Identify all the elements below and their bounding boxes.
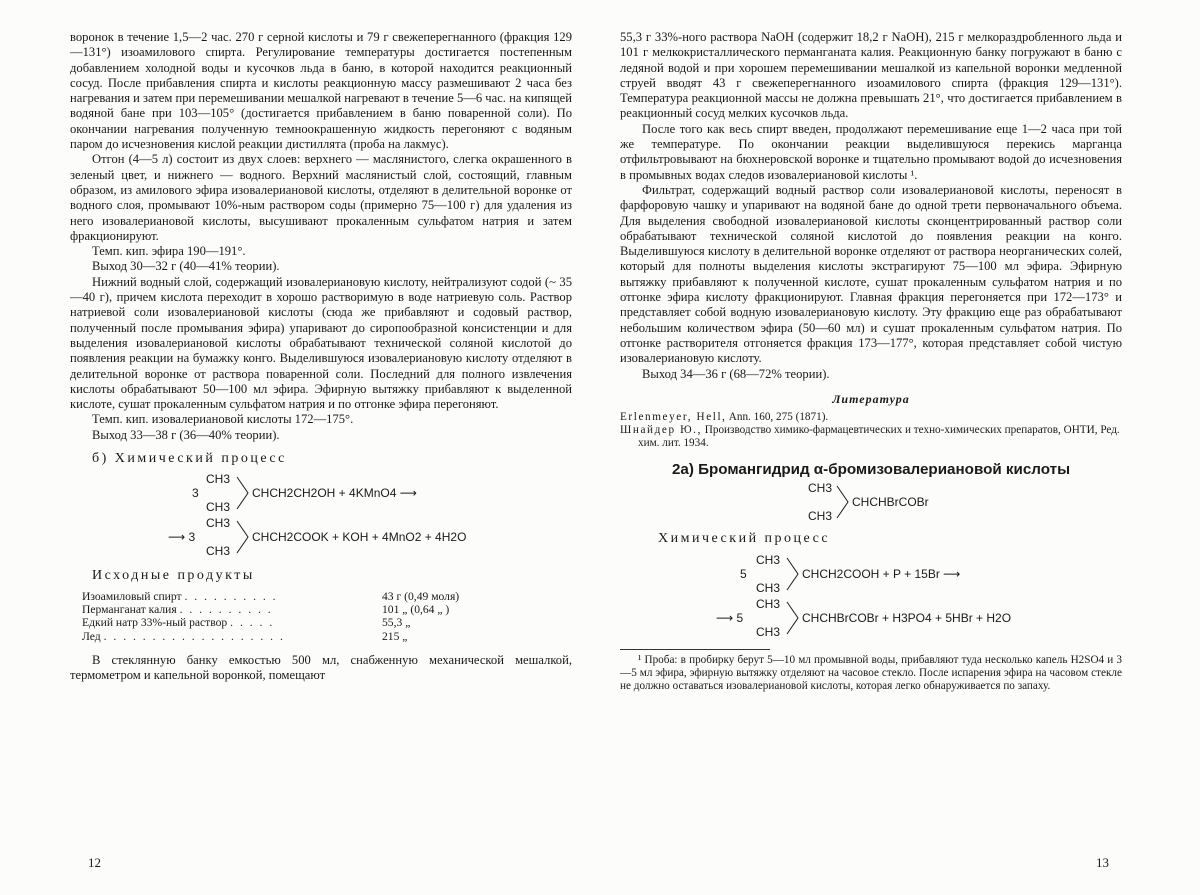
reagent-name: Лед [82,629,101,643]
table-row: Изоамиловый спирт . . . . . . . . . . 43 г (0,49 моля) [70,590,572,603]
literature-heading: Литература [832,391,910,406]
reagent-name: Едкий натр 33%-ный раствор [82,616,228,630]
reagent-qty: 101 „ (0,64 „ ) [382,602,450,616]
paragraph: В стеклянную банку емкостью 500 мл, снабженную механической мешалкой, термометром и капельной воронкой, помещают [70,652,572,683]
boiling-point-line: Темп. кип. эфира 190—191°. [92,244,246,259]
formula-rest: CHCH2COOK + KOH + 4MnO2 + 4H2O [252,530,467,545]
yield-line: Выход 33—38 г (36—40% теории). [92,427,280,442]
formula-group: CH3 [756,580,781,595]
reagent-name: Изоамиловый спирт [82,589,182,603]
reaction-equation [716,597,1122,641]
formula-group: CH3 [206,472,231,487]
formula-group: CH3 [756,624,781,639]
paragraph: воронок в течение 1,5—2 час. 270 г серной кислоты и 79 г свежеперегнанного (фракция 129—131°) изоамилового спирта. Регулирование температуры достигается постепенным добавлением холодной воды и кусочков льда в баню, в которой находится реакционный сосуд. После прибавления спирта и кислоты реакционную массу размешивают 2 часа без нагревания и затем при перемешивании мешалкой нагревают в течение 5—6 час. на кипящей водяной бане при 103—105° (достигается прибавлением в баню поваренной соли). По окончании нагревания полученную темноокрашенную жидкость перегоняют с водяным паром до исчезновения кислой реакции дистиллята (проба на лакмус). [70,30,572,152]
reagents-table [70,590,572,643]
table-row: Лед . . . . . . . . . . . . . . . . . . . 215 „ [70,630,572,643]
formula-group: CH3 [206,500,231,515]
bracket-icon [836,483,850,521]
coefficient: ⟶ 3 [168,530,196,545]
reference-item [620,424,1122,450]
right-page [620,30,1122,693]
reagent-qty: 43 г (0,49 моля) [382,589,460,603]
reagent-name: Перманганат калия [82,602,177,616]
bracket-icon [236,518,250,556]
reference-text: Производство химико-фармацевтических и техно-химических препаратов, ОНТИ, Ред. хим. лит. 1934. [638,424,1120,450]
page-number-right: 13 [1096,855,1109,870]
section-heading: б) Химический процесс [92,451,287,467]
reaction-equation [168,516,572,560]
bracket-icon [786,599,800,637]
paragraph: Нижний водный слой, содержащий изовалериановую кислоту, нейтрализуют содой (~ 35—40 г), причем кислота переходит в хорошо растворимую в воде натриевую соль. Раствор натриевой соли изовалериановой кислоты (сюда же прибавляют и содовый раствор, полученный после промывания эфира) упаривают до сиропообразной консистенции и для выделения изовалериановой кислоты обрабатывают технической соляной кислотой до появления реакции на бумажку конго. Выделившуюся изовалериановую кислоту отделяют в делительной воронке от раствора поваренной соли. Последний для полного извлечения кислоты обрабатывают 50—100 мл эфира. Эфирную вытяжку прибавляют к выделенной кислоте, сушат прокаленным сульфатом натрия и по отгонке эфира перегоняют. [70,274,572,412]
section-title: 2а) Бромангидрид α-бромизовалериановой кислоты [671,461,1071,479]
formula-rest: CHCHBrCOBr + H3PO4 + 5HBr + H2O [802,610,1012,625]
reaction-equation [192,472,572,516]
yield-line: Выход 30—32 г (40—41% теории). [92,259,280,274]
bracket-icon [236,474,250,512]
paragraph: После того как весь спирт введен, продолжают перемешивание еще 1—2 часа при той же температуре. По окончании реакции выделившуюся перекись марганца отфильтровывают на бюхнеровской воронке и тщательно промывают водой до исчезновения в промывных водах следов изовалериановой кислоты ¹. [620,121,1122,182]
coefficient: 3 [192,486,199,501]
section-heading: Химический процесс [658,531,831,547]
reagent-qty: 215 „ [382,629,408,643]
bracket-icon [786,555,800,593]
formula-group: CH3 [206,516,231,531]
left-page [70,30,572,683]
formula-group: CH3 [756,552,781,567]
reagent-qty: 55,3 „ [382,616,411,630]
table-row: Перманганат калия . . . . . . . . . . 101 „ (0,64 „ ) [70,603,572,616]
coefficient: 5 [740,566,747,581]
paragraph: 55,3 г 33%-ного раствора NaOH (содержит 18,2 г NaOH), 215 г мелкораздробленного льда и 101 г мелкокристаллического перманганата калия. Реакционную банку погружают в баню с ледяной водой и при хорошем перемешивании мешалкой из капельной воронки медленной струей вводят 43 г свежеперегнанного изоамилового спирта (фракция 129—131°). Температура реакционной массы не должна превышать 21°, что достигается прибавлением в реакционный сосуд мелких кусочков льда. [620,30,1122,121]
formula-group: CH3 [808,509,833,524]
formula-rest: CHCH2COOH + P + 15Br ⟶ [802,566,961,581]
formula-group: CH3 [808,481,833,496]
reference-item [620,411,1122,424]
formula-group: CH3 [206,544,231,559]
footnote-rule [620,649,770,650]
page-number-left: 12 [88,855,101,870]
paragraph: Фильтрат, содержащий водный раствор соли изовалериановой кислоты, переносят в фарфоровую чашку и упаривают на водяной бане до одной трети первоначального объема. Для выделения свободной изовалериановой кислоты сконцентрированный раствор соли обрабатывают технической соляной кислотой до появления реакции на конго. Выделившуюся кислоту в делительной воронке отделяют от раствора неорганических солей, который для полноты выделения кислоты экстрагируют 75—100 мл эфира. Эфирную вытяжку прибавляют к полученной кислоте, сушат прокаленным сульфатом натрия и по отгонке эфира кислоту фракционируют. Главная фракция перегоняется при 172—173° и представляет собой водную изовалериановую кислоту. Эту фракцию еще раз обрабатывают небольшим количеством эфира (50—60 мл) и сушат прокаленным сульфатом натрия. По отгонке растворителя отгоняется фракция 173—177°, которая представляет собой чистую изовалериановую кислоту. [620,182,1122,366]
coefficient: ⟶ 5 [716,610,744,625]
section-heading: Исходные продукты [92,568,255,584]
reference-author: Erlenmeyer, Hell, [620,411,727,424]
paragraph: Отгон (4—5 л) состоит из двух слоев: верхнего — маслянистого, слегка окрашенного в зеленый цвет, и нижнего — водного. Верхний маслянистый слой, состоящий, главным образом, из амилового эфира изовалериановой кислоты, отделяют в делительной воронке от водного слоя, промывают 10%-ным раствором соды (примерно 75—100 г) для удаления из него изовалериановой кислоты, высушивают прокаленным сульфатом натрия и затем фракционируют. [70,152,572,243]
formula-rest: CHCHBrCOBr [852,495,929,510]
formula-rest: CHCH2CH2OH + 4KMnO4 ⟶ [252,486,417,501]
boiling-point-line: Темп. кип. изовалериановой кислоты 172—175°. [92,412,354,427]
table-row: Едкий натр 33%-ный раствор . . . . . 55,3 „ [70,616,572,629]
reference-author: Шнайдер Ю., [620,424,702,437]
formula-group: CH3 [756,596,781,611]
structural-formula [808,481,1122,523]
footnote: ¹ Проба: в пробирку берут 5—10 мл промывной воды, прибавляют туда несколько капель H2SO4 и 3—5 мл эфира, эфирную вытяжку отделяют на часовое стекло. После испарения эфира на часовом стекле не должно оставаться изовалериановой кислоты, которая легко обнаруживается по запаху. [620,653,1122,693]
reaction-equation [740,553,1122,597]
yield-line: Выход 34—36 г (68—72% теории). [642,366,830,381]
reference-text: Ann. 160, 275 (1871). [728,411,829,424]
